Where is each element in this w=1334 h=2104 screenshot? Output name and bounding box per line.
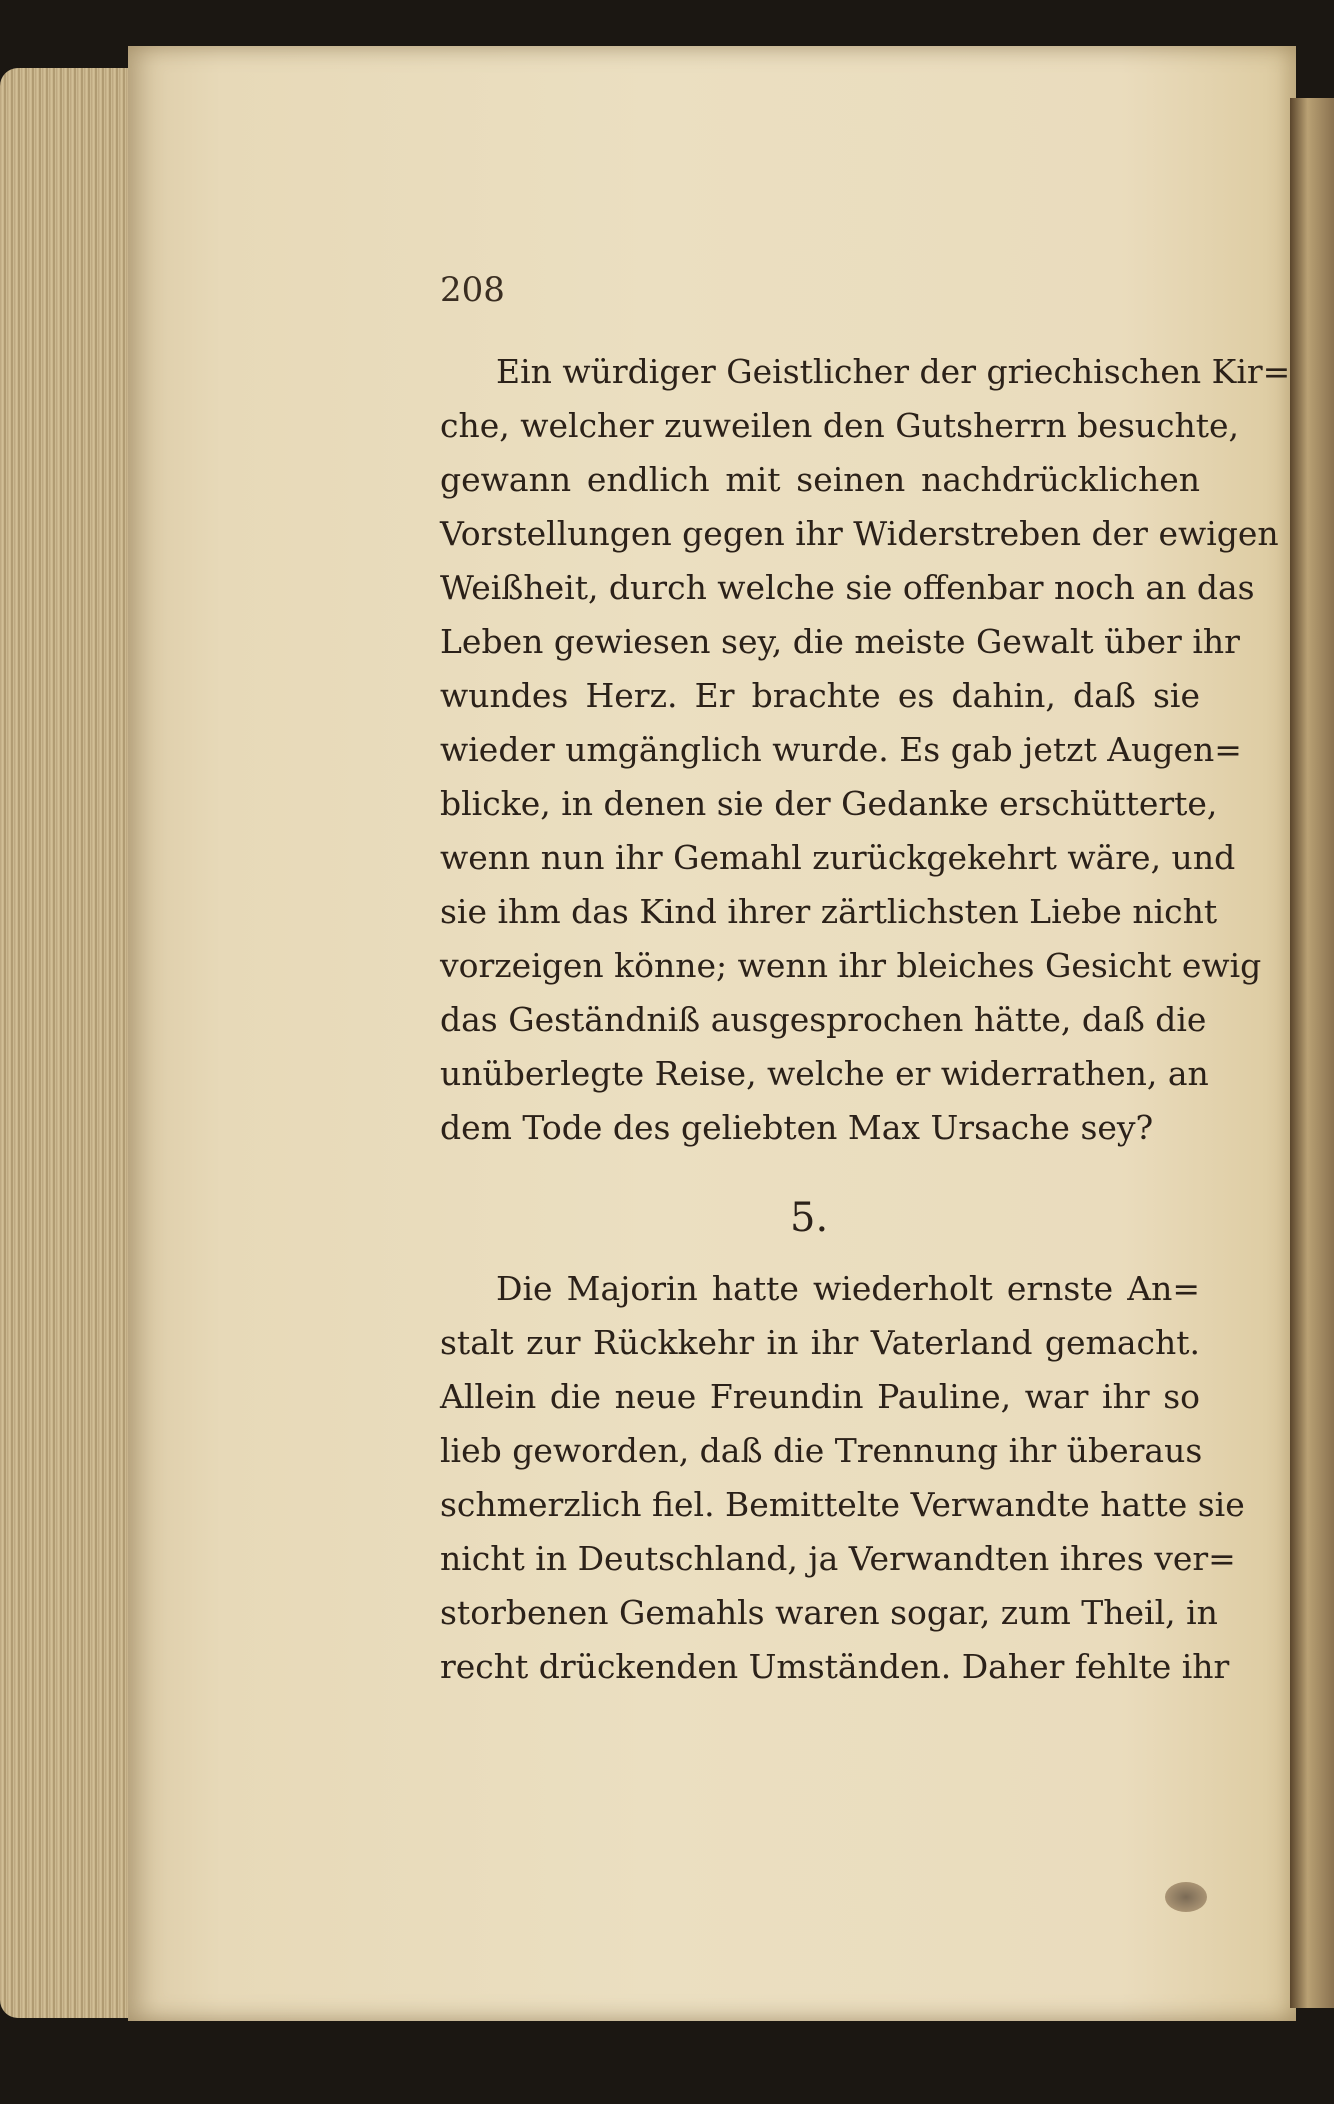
text-line: nicht in Deutschland, ja Verwandten ihres ver= xyxy=(440,1539,1236,1578)
text-line: wundes Herz. Er brachte es dahin, daß sie xyxy=(440,676,1200,715)
page-number: 208 xyxy=(440,270,505,310)
paragraph-2 xyxy=(440,1262,1245,1694)
paragraph-1 xyxy=(440,345,1291,1155)
text-line: che, welcher zuweilen den Gutsherrn besuchte, xyxy=(440,406,1240,445)
text-line: gewann endlich mit seinen nachdrücklichen xyxy=(440,460,1200,499)
text-line: lieb geworden, daß die Trennung ihr überaus xyxy=(440,1431,1203,1470)
text-line: vorzeigen könne; wenn ihr bleiches Gesicht ewig xyxy=(440,946,1262,985)
right-page-edge xyxy=(1290,98,1334,2008)
text-line: das Geständniß ausgesprochen hätte, daß die xyxy=(440,1000,1207,1039)
text-line: dem Tode des geliebten Max Ursache sey? xyxy=(440,1108,1154,1147)
text-line: wieder umgänglich wurde. Es gab jetzt Augen= xyxy=(440,730,1242,769)
text-line: Allein die neue Freundin Pauline, war ihr so xyxy=(440,1377,1200,1416)
text-line: schmerzlich fiel. Bemittelte Verwandte hatte sie xyxy=(440,1485,1245,1524)
page-edges xyxy=(0,68,140,2018)
text-line: blicke, in denen sie der Gedanke erschütterte, xyxy=(440,784,1218,823)
text-line: storbenen Gemahls waren sogar, zum Theil, in xyxy=(440,1593,1218,1632)
text-line: recht drückenden Umständen. Daher fehlte ihr xyxy=(440,1647,1230,1686)
section-number: 5. xyxy=(790,1195,829,1241)
text-line: stalt zur Rückkehr in ihr Vaterland gemacht. xyxy=(440,1323,1200,1362)
text-line: Ein würdiger Geistlicher der griechischen Kir= xyxy=(496,352,1291,391)
text-line: Die Majorin hatte wiederholt ernste An= xyxy=(496,1269,1200,1308)
text-line: Leben gewiesen sey, die meiste Gewalt über ihr xyxy=(440,622,1240,661)
text-line: Weißheit, durch welche sie offenbar noch an das xyxy=(440,568,1255,607)
text-line: wenn nun ihr Gemahl zurückgekehrt wäre, und xyxy=(440,838,1236,877)
paper-stain xyxy=(1165,1882,1207,1912)
text-line: sie ihm das Kind ihrer zärtlichsten Liebe nicht xyxy=(440,892,1218,931)
text-line: Vorstellungen gegen ihr Widerstreben der ewigen xyxy=(440,514,1279,553)
text-line: unüberlegte Reise, welche er widerrathen, an xyxy=(440,1054,1209,1093)
